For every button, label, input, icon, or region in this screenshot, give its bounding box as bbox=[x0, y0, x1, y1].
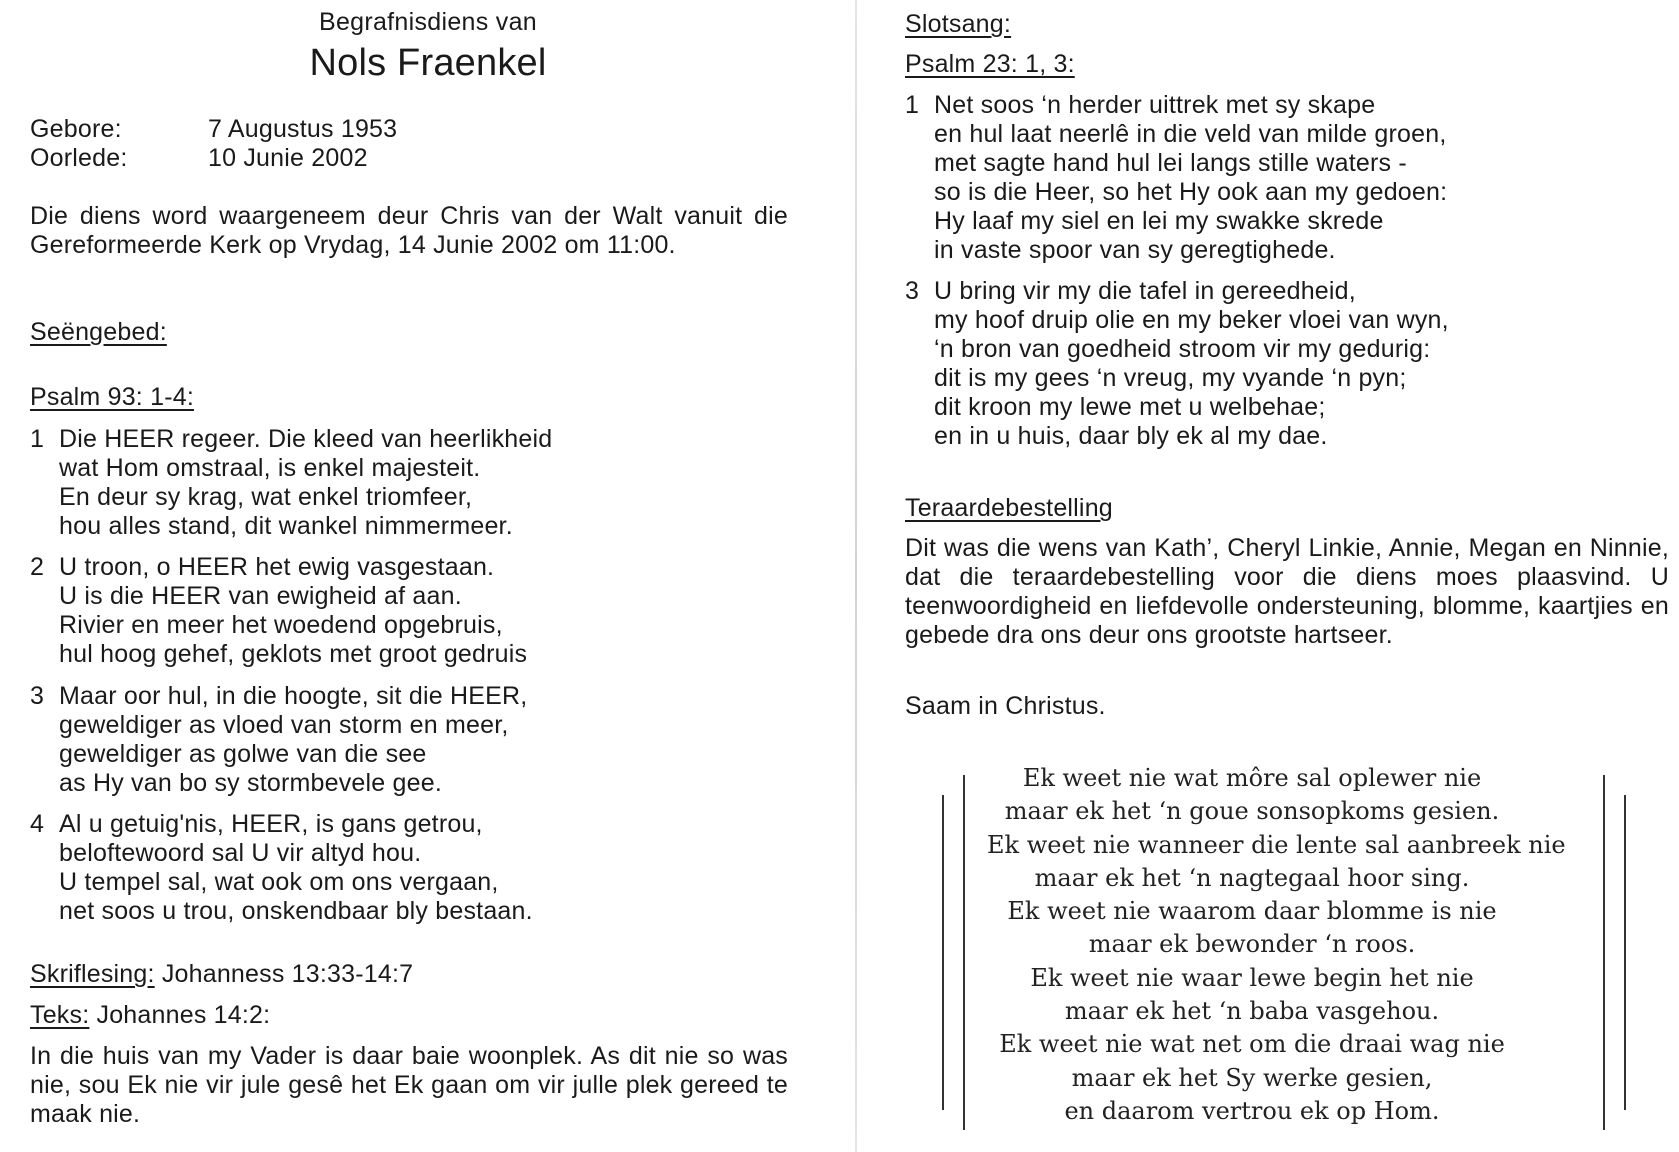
poem-rule-left-inner bbox=[963, 775, 965, 1130]
verse-line: Hy laaf my siel en lei my swakke skrede bbox=[934, 207, 1384, 235]
poem-line: Ek weet nie wat môre sal oplewer nie bbox=[1022, 764, 1482, 792]
deceased-name: Nols Fraenkel bbox=[309, 42, 547, 84]
verse-line: Rivier en meer het woedend opgebruis, bbox=[59, 611, 503, 639]
poem-rule-right-inner bbox=[1603, 775, 1605, 1130]
poem-line: Ek weet nie waarom daar blomme is nie bbox=[1007, 897, 1497, 926]
poem-line: Ek weet nie wat net om die draai wag nie bbox=[999, 1030, 1505, 1059]
verse-number: 1 bbox=[905, 91, 920, 119]
right-page bbox=[857, 0, 1679, 1152]
verse-line: en hul laat neerlê in die veld van milde groen, bbox=[934, 120, 1447, 148]
poem-line: maar ek het ‘n goue sonsopkoms gesien. bbox=[1004, 797, 1500, 826]
verse-line: wat Hom omstraal, is enkel majesteit. bbox=[59, 454, 481, 482]
verse-line: met sagte hand hul lei langs stille waters - bbox=[934, 149, 1407, 177]
dates-block bbox=[30, 115, 530, 173]
verse-line: so is die Heer, so het Hy ook aan my gedoen: bbox=[934, 178, 1448, 206]
verse-line: in vaste spoor van sy geregtighede. bbox=[934, 236, 1336, 264]
verse-line: hul hoog gehef, geklots met groot gedruis bbox=[59, 640, 528, 668]
verse-line: net soos u trou, onskendbaar bly bestaan. bbox=[59, 897, 533, 925]
text-label: Teks: bbox=[30, 1001, 90, 1029]
verse-line: dit kroon my lewe met u welbehae; bbox=[934, 393, 1326, 421]
text-reference: Johannes 14:2: bbox=[89, 1001, 271, 1029]
death-row bbox=[30, 144, 530, 173]
verse-line: geweldiger as vloed van storm en meer, bbox=[59, 711, 509, 739]
closing-line: Saam in Christus. bbox=[905, 692, 1106, 720]
verse-line: En deur sy krag, wat enkel triomfeer, bbox=[59, 483, 473, 511]
poem-line: Ek weet nie waar lewe begin het nie bbox=[1030, 963, 1474, 992]
verse-line: geweldiger as golwe van die see bbox=[59, 740, 427, 768]
poem bbox=[987, 762, 1566, 1128]
verse-line: Maar oor hul, in die hoogte, sit die HEER, bbox=[59, 682, 528, 710]
verse-line: Net soos ‘n herder uittrek met sy skape bbox=[934, 91, 1376, 119]
verse-line: U is die HEER van ewigheid af aan. bbox=[59, 582, 462, 610]
verse-line: U bring vir my die tafel in gereedheid, bbox=[934, 277, 1356, 305]
verse-line: as Hy van bo sy stormbevele gee. bbox=[59, 769, 442, 797]
verse-number: 2 bbox=[30, 553, 45, 581]
closing-psalm-heading: Psalm 23: 1, 3: bbox=[905, 50, 1075, 78]
birth-row bbox=[30, 115, 530, 144]
verse-line: en in u huis, daar bly ek al my dae. bbox=[934, 422, 1328, 450]
death-label: Oorlede: bbox=[30, 144, 128, 172]
reading-reference: Johanness 13:33-14:7 bbox=[154, 960, 414, 988]
reading-line bbox=[30, 960, 413, 989]
verse-line: Die HEER regeer. Die kleed van heerlikheid bbox=[59, 425, 553, 453]
text-quote: In die huis van my Vader is daar baie woonplek. As dit nie so was nie, sou Ek nie vir jule gesê het Ek gaan om vir julle plek gereed te maak nie. bbox=[30, 1042, 788, 1128]
blessing-heading: Seëngebed: bbox=[30, 318, 167, 346]
psalm-heading: Psalm 93: 1-4: bbox=[30, 383, 194, 411]
verse-line: my hoof druip olie en my beker vloei van wyn, bbox=[934, 306, 1449, 334]
birth-date: 7 Augustus 1953 bbox=[208, 115, 398, 143]
closing-heading: Slotsang: bbox=[905, 10, 1012, 38]
reading-label: Skriflesing: bbox=[30, 960, 155, 988]
verse-line: U tempel sal, wat ook om ons vergaan, bbox=[59, 868, 499, 896]
verse-line: ‘n bron van goedheid stroom vir my gedurig: bbox=[934, 335, 1431, 363]
poem-line: maar ek het ‘n nagtegaal hoor sing. bbox=[1034, 863, 1470, 892]
service-title: Begrafnisdiens van bbox=[318, 8, 538, 36]
poem-line: maar ek bewonder ‘n roos. bbox=[1088, 930, 1416, 959]
verse-line: U troon, o HEER het ewig vasgestaan. bbox=[59, 553, 495, 581]
verse-line: hou alles stand, dit wankel nimmermeer. bbox=[59, 512, 513, 540]
verse-number: 1 bbox=[30, 425, 45, 453]
poem-line: maar ek het ‘n baba vasgehou. bbox=[1064, 997, 1440, 1026]
poem-rule-right-outer bbox=[1624, 795, 1626, 1110]
verse-number: 4 bbox=[30, 810, 45, 838]
burial-heading: Teraardebestelling bbox=[905, 494, 1113, 522]
text-line bbox=[30, 1001, 270, 1030]
death-date: 10 Junie 2002 bbox=[208, 144, 368, 172]
verse-line: beloftewoord sal U vir altyd hou. bbox=[59, 839, 422, 867]
birth-label: Gebore: bbox=[30, 115, 122, 143]
poem-line: en daarom vertrou ek op Hom. bbox=[1064, 1096, 1440, 1125]
verse-number: 3 bbox=[30, 682, 45, 710]
poem-line: Ek weet nie wanneer die lente sal aanbreek nie bbox=[987, 830, 1566, 859]
service-intro: Die diens word waargeneem deur Chris van der Walt vanuit die Gereformeerde Kerk op Vrydag, 14 Junie 2002 om 11:00. bbox=[30, 202, 788, 259]
verse-number: 3 bbox=[905, 277, 920, 305]
verse-line: dit is my gees ‘n vreug, my vyande ‘n pyn; bbox=[934, 364, 1407, 392]
verse-line: Al u getuig'nis, HEER, is gans getrou, bbox=[59, 810, 483, 838]
burial-text: Dit was die wens van Kath’, Cheryl Linkie, Annie, Megan en Ninnie, dat die teraardebestelling voor die diens moes plaasvind. U teenwoordigheid en liefdevolle ondersteuning, blomme, kaartjies en gebede dra ons deur ons grootste hartseer. bbox=[905, 534, 1669, 649]
poem-line: maar ek het Sy werke gesien, bbox=[1071, 1063, 1433, 1092]
poem-rule-left-outer bbox=[942, 795, 944, 1110]
